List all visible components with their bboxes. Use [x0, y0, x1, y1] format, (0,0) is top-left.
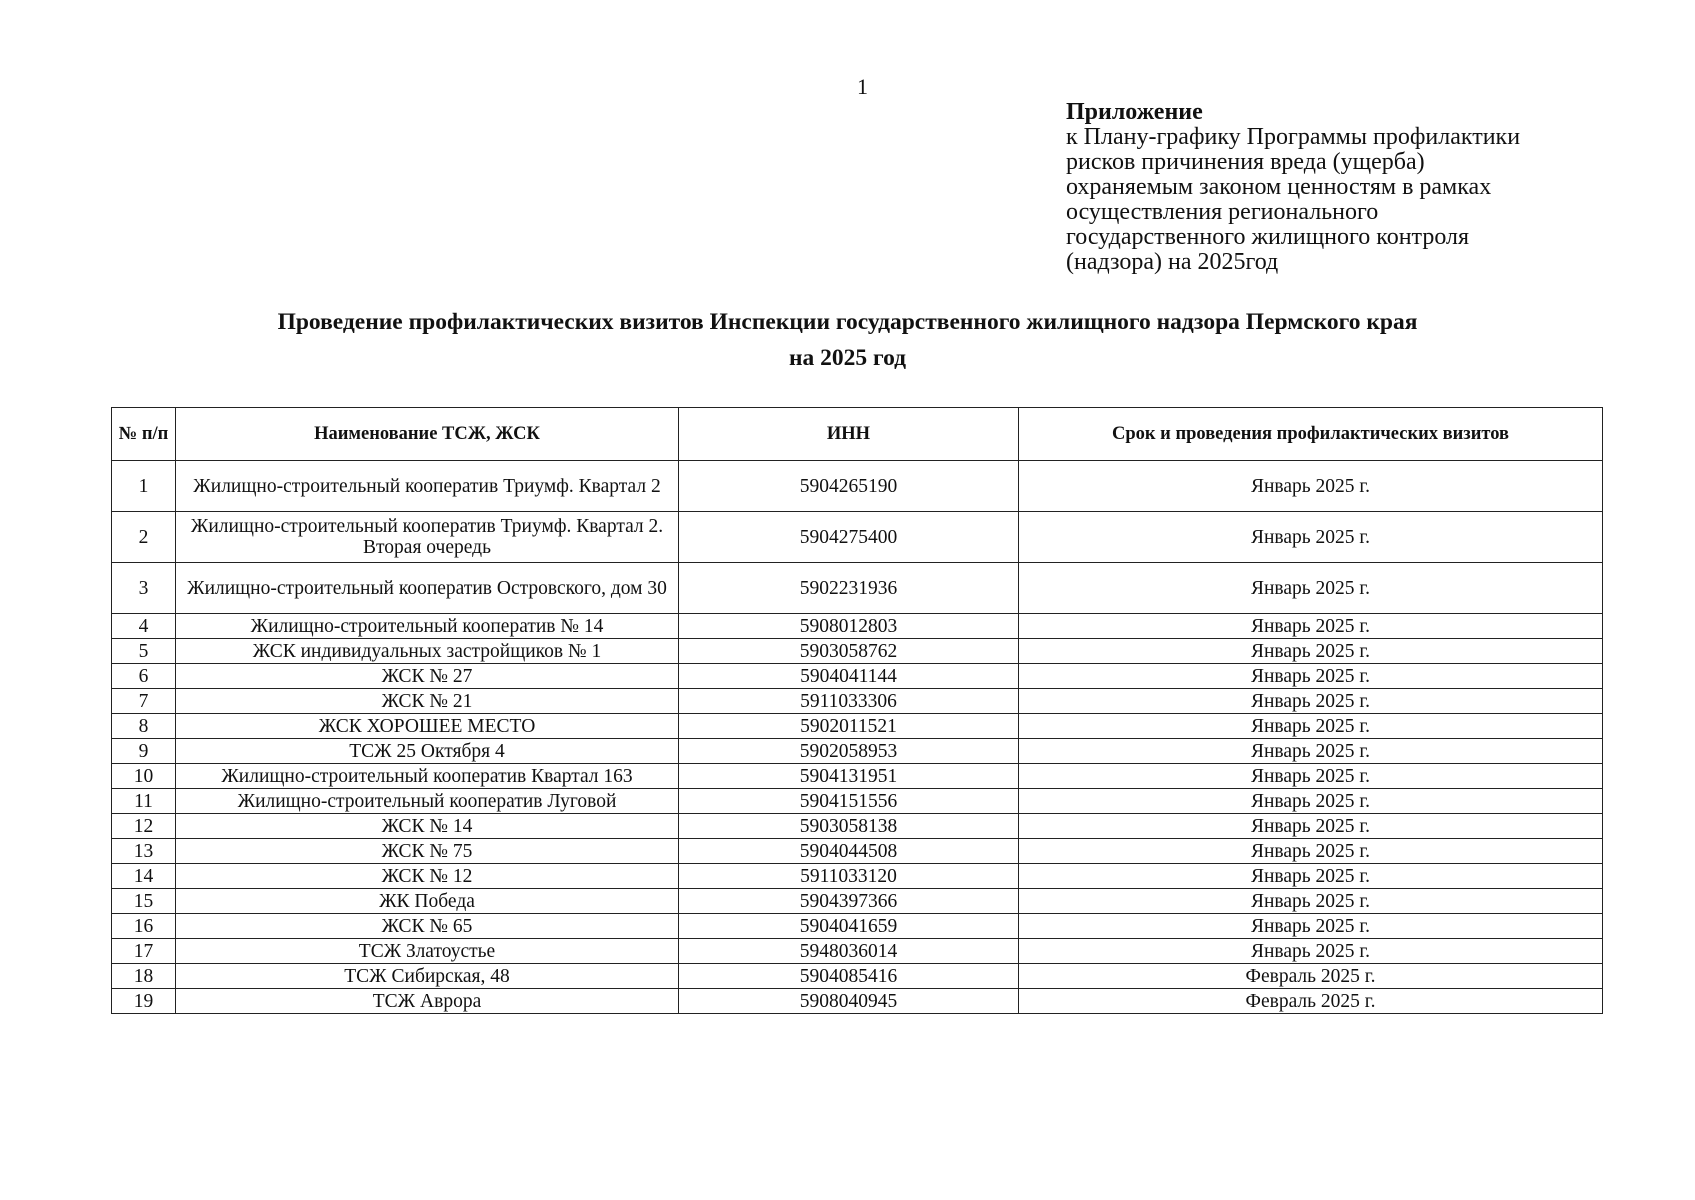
cell-inn: 5904275400 — [679, 512, 1019, 563]
cell-inn: 5904265190 — [679, 461, 1019, 512]
cell-num: 19 — [112, 989, 176, 1014]
cell-inn: 5904041659 — [679, 914, 1019, 939]
cell-term: Февраль 2025 г. — [1019, 989, 1603, 1014]
document-title — [150, 304, 1545, 376]
table-row — [112, 864, 1603, 889]
appendix-block — [1066, 100, 1626, 275]
cell-num: 12 — [112, 814, 176, 839]
cell-num: 7 — [112, 689, 176, 714]
table-row — [112, 764, 1603, 789]
table-row — [112, 689, 1603, 714]
cell-term: Январь 2025 г. — [1019, 689, 1603, 714]
cell-name: ТСЖ Сибирская, 48 — [176, 964, 679, 989]
cell-name: ТСЖ Златоустье — [176, 939, 679, 964]
cell-name: ЖСК № 14 — [176, 814, 679, 839]
cell-num: 4 — [112, 614, 176, 639]
cell-term: Январь 2025 г. — [1019, 614, 1603, 639]
cell-term: Январь 2025 г. — [1019, 914, 1603, 939]
cell-num: 9 — [112, 739, 176, 764]
cell-name: Жилищно-строительный кооператив Островского, дом 30 — [176, 563, 679, 614]
cell-term: Январь 2025 г. — [1019, 512, 1603, 563]
cell-name: ТСЖ Аврора — [176, 989, 679, 1014]
cell-name: Жилищно-строительный кооператив № 14 — [176, 614, 679, 639]
cell-term: Январь 2025 г. — [1019, 764, 1603, 789]
cell-num: 6 — [112, 664, 176, 689]
table-row — [112, 714, 1603, 739]
cell-name: Жилищно-строительный кооператив Луговой — [176, 789, 679, 814]
table-row — [112, 814, 1603, 839]
cell-inn: 5908012803 — [679, 614, 1019, 639]
cell-inn: 5908040945 — [679, 989, 1019, 1014]
cell-inn: 5911033306 — [679, 689, 1019, 714]
cell-term: Январь 2025 г. — [1019, 461, 1603, 512]
cell-inn: 5904044508 — [679, 839, 1019, 864]
cell-inn: 5911033120 — [679, 864, 1019, 889]
appendix-line: охраняемым законом ценностям в рамках — [1066, 174, 1492, 200]
cell-term: Январь 2025 г. — [1019, 814, 1603, 839]
cell-inn: 5904131951 — [679, 764, 1019, 789]
cell-name: Жилищно-строительный кооператив Триумф. Квартал 2 — [176, 461, 679, 512]
cell-inn: 5902231936 — [679, 563, 1019, 614]
cell-term: Январь 2025 г. — [1019, 889, 1603, 914]
table-row — [112, 989, 1603, 1014]
cell-term: Январь 2025 г. — [1019, 639, 1603, 664]
cell-num: 2 — [112, 512, 176, 563]
cell-inn: 5903058138 — [679, 814, 1019, 839]
appendix-line: государственного жилищного контроля — [1066, 224, 1470, 250]
cell-name: ЖСК индивидуальных застройщиков № 1 — [176, 639, 679, 664]
table-row — [112, 563, 1603, 614]
table-row — [112, 614, 1603, 639]
header-term: Срок и проведения профилактических визитов — [1019, 408, 1603, 461]
table-body — [112, 461, 1603, 1014]
cell-name: ЖСК № 75 — [176, 839, 679, 864]
cell-term: Январь 2025 г. — [1019, 739, 1603, 764]
header-inn: ИНН — [679, 408, 1019, 461]
cell-num: 17 — [112, 939, 176, 964]
table-row — [112, 789, 1603, 814]
page-number: 1 — [857, 74, 868, 99]
cell-num: 16 — [112, 914, 176, 939]
cell-name: ЖСК № 65 — [176, 914, 679, 939]
cell-name: ЖСК № 27 — [176, 664, 679, 689]
cell-term: Январь 2025 г. — [1019, 839, 1603, 864]
table-row — [112, 964, 1603, 989]
table-row — [112, 739, 1603, 764]
cell-term: Февраль 2025 г. — [1019, 964, 1603, 989]
cell-term: Январь 2025 г. — [1019, 864, 1603, 889]
cell-term: Январь 2025 г. — [1019, 789, 1603, 814]
table-row — [112, 512, 1603, 563]
cell-num: 13 — [112, 839, 176, 864]
cell-name: ТСЖ 25 Октября 4 — [176, 739, 679, 764]
appendix-line: (надзора) на 2025год — [1066, 249, 1279, 275]
cell-name: ЖСК № 12 — [176, 864, 679, 889]
cell-name: Жилищно-строительный кооператив Триумф. Квартал 2. Вторая очередь — [176, 512, 679, 563]
cell-inn: 5904151556 — [679, 789, 1019, 814]
cell-name: Жилищно-строительный кооператив Квартал 163 — [176, 764, 679, 789]
cell-num: 8 — [112, 714, 176, 739]
cell-num: 3 — [112, 563, 176, 614]
cell-num: 18 — [112, 964, 176, 989]
visits-table — [111, 407, 1603, 1014]
cell-inn: 5904041144 — [679, 664, 1019, 689]
table-row — [112, 889, 1603, 914]
cell-inn: 5904397366 — [679, 889, 1019, 914]
appendix-line: к Плану-графику Программы профилактики — [1066, 124, 1521, 150]
cell-inn: 5902058953 — [679, 739, 1019, 764]
table-row — [112, 461, 1603, 512]
cell-term: Январь 2025 г. — [1019, 714, 1603, 739]
cell-name: ЖСК ХОРОШЕЕ МЕСТО — [176, 714, 679, 739]
appendix-title: Приложение — [1066, 99, 1203, 125]
cell-name: ЖК Победа — [176, 889, 679, 914]
cell-num: 5 — [112, 639, 176, 664]
cell-num: 1 — [112, 461, 176, 512]
cell-inn: 5948036014 — [679, 939, 1019, 964]
cell-term: Январь 2025 г. — [1019, 664, 1603, 689]
cell-name: ЖСК № 21 — [176, 689, 679, 714]
table-header-row — [112, 408, 1603, 461]
cell-num: 15 — [112, 889, 176, 914]
cell-term: Январь 2025 г. — [1019, 563, 1603, 614]
table-row — [112, 914, 1603, 939]
table-row — [112, 939, 1603, 964]
cell-inn: 5903058762 — [679, 639, 1019, 664]
cell-term: Январь 2025 г. — [1019, 939, 1603, 964]
document-title-line-2: на 2025 год — [788, 345, 907, 371]
header-name: Наименование ТСЖ, ЖСК — [176, 408, 679, 461]
document-title-line-1: Проведение профилактических визитов Инспекции государственного жилищного надзора Пермского края — [277, 309, 1418, 335]
cell-num: 11 — [112, 789, 176, 814]
header-num: № п/п — [112, 408, 176, 461]
appendix-line: рисков причинения вреда (ущерба) — [1066, 149, 1425, 175]
cell-num: 10 — [112, 764, 176, 789]
cell-inn: 5902011521 — [679, 714, 1019, 739]
table-row — [112, 639, 1603, 664]
cell-inn: 5904085416 — [679, 964, 1019, 989]
table-row — [112, 839, 1603, 864]
table-row — [112, 664, 1603, 689]
cell-num: 14 — [112, 864, 176, 889]
appendix-line: осуществления регионального — [1066, 199, 1379, 225]
